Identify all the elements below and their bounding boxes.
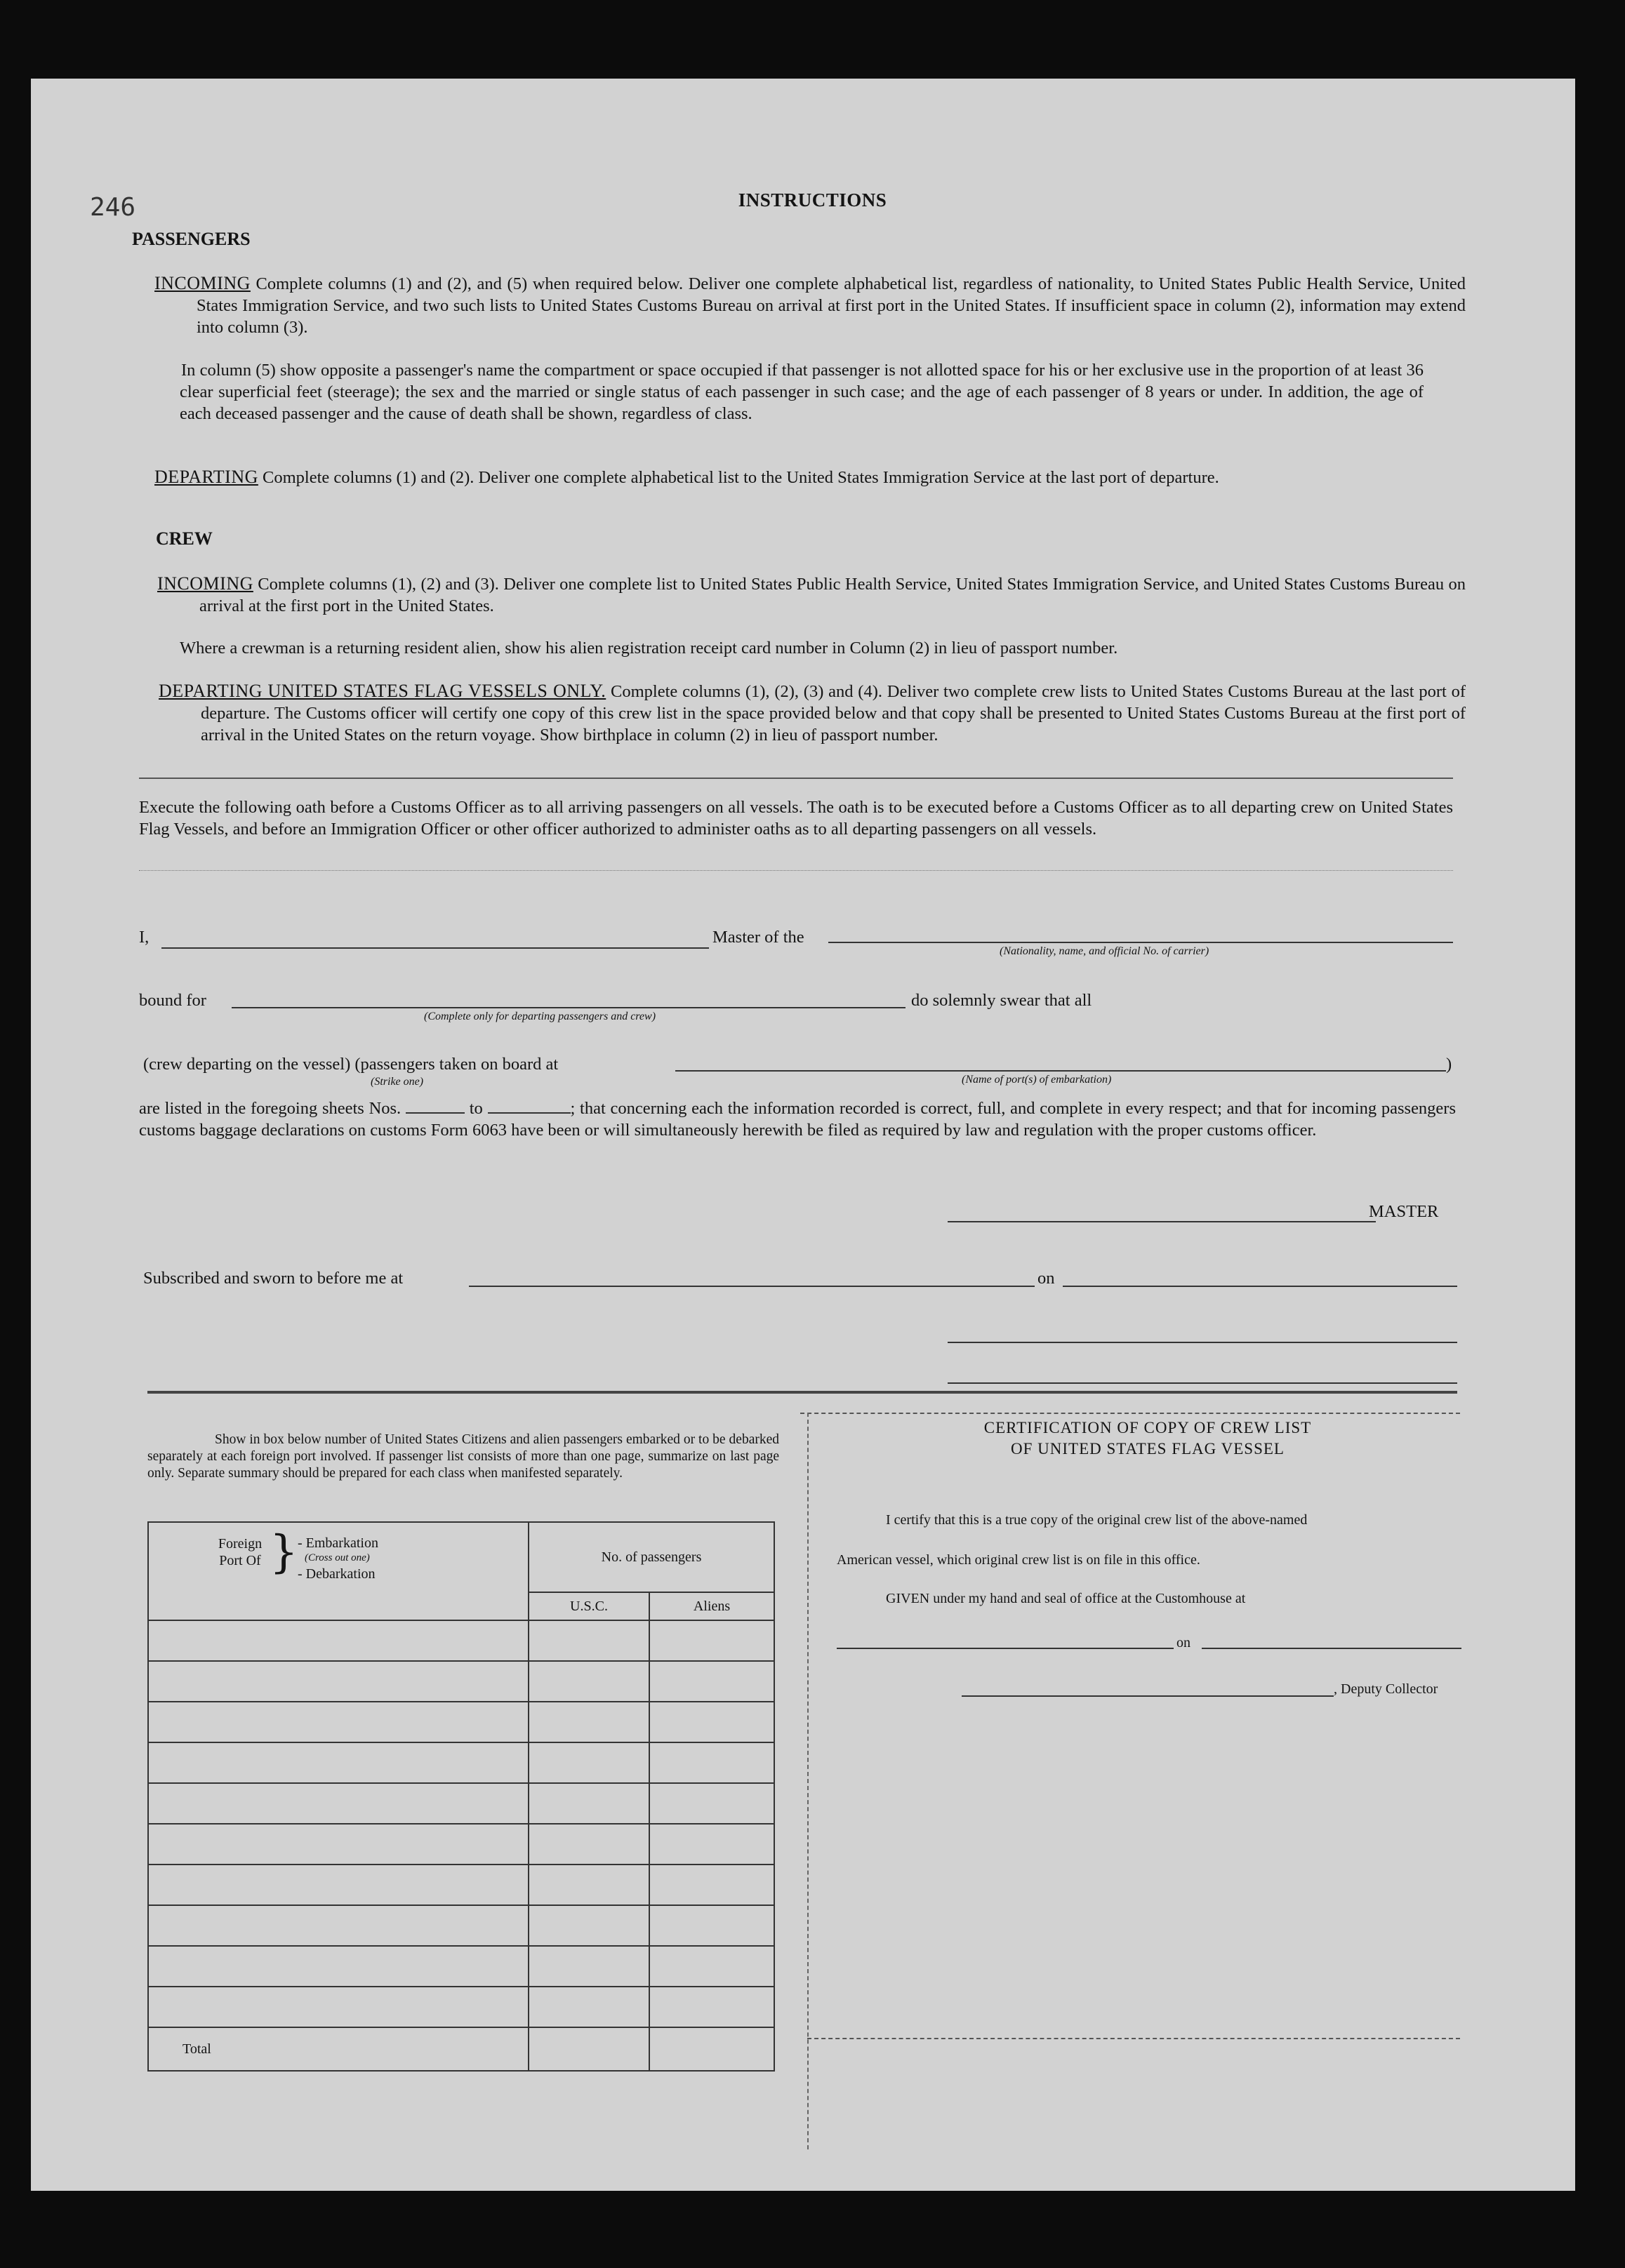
usc-cell[interactable] — [529, 1865, 649, 1905]
usc-cell[interactable] — [529, 1702, 649, 1742]
crew-heading: CREW — [156, 528, 213, 549]
crew-flag-vessels-paragraph — [159, 680, 1466, 746]
usc-cell[interactable] — [529, 1783, 649, 1824]
master-of-the-label: Master of the — [712, 928, 804, 947]
carrier-field[interactable] — [828, 942, 1453, 943]
passenger-summary-table — [147, 1521, 775, 2072]
passengers-departing-lead: DEPARTING — [154, 467, 258, 487]
instructions-title: INSTRUCTIONS — [738, 189, 887, 211]
port-cell[interactable] — [148, 1702, 529, 1742]
sheet-from-field[interactable] — [406, 1112, 465, 1114]
aliens-header: Aliens — [649, 1592, 774, 1620]
sworn-on-label: on — [1037, 1269, 1055, 1288]
crew-flag-vessels-lead: DEPARTING UNITED STATES FLAG VESSELS ONLY. — [159, 681, 606, 701]
master-name-field[interactable] — [161, 947, 709, 949]
officer-signature-field-1[interactable] — [948, 1342, 1457, 1343]
listed-sheets-paragraph — [139, 1098, 1456, 1141]
usc-cell[interactable] — [529, 1824, 649, 1865]
passengers-heading: PASSENGERS — [132, 229, 251, 249]
oath-bottom-divider — [147, 1391, 1457, 1394]
port-cell[interactable] — [148, 1661, 529, 1702]
port-cell[interactable] — [148, 1783, 529, 1824]
sheet-to-field[interactable] — [488, 1112, 571, 1114]
close-paren: ) — [1446, 1055, 1452, 1074]
cross-out-caption: (Cross out one) — [305, 1552, 370, 1563]
certify-line-3: GIVEN under my hand and seal of office at the Customhouse at — [886, 1591, 1246, 1606]
sworn-place-field[interactable] — [469, 1286, 1035, 1287]
crew-departing-text: (crew departing on the vessel) (passengers taken on board at — [143, 1055, 559, 1074]
total-usc-cell[interactable] — [529, 2027, 649, 2071]
aliens-cell[interactable] — [649, 1620, 774, 1661]
carrier-caption: (Nationality, name, and official No. of carrier) — [1000, 945, 1209, 957]
sworn-date-field[interactable] — [1063, 1286, 1457, 1287]
passengers-departing-paragraph — [154, 466, 1466, 488]
brace-icon: } — [270, 1526, 298, 1578]
foreign-port-of-label: Foreign Port Of — [218, 1536, 263, 1568]
passengers-departing-text: Complete columns (1) and (2). Deliver one complete alphabetical list to the United States Immigration Service at the last port of departure. — [263, 468, 1219, 487]
total-aliens-cell[interactable] — [649, 2027, 774, 2071]
oath-intro-divider — [139, 870, 1453, 871]
master-signature-field[interactable] — [948, 1221, 1376, 1222]
certify-date-field[interactable] — [1202, 1648, 1461, 1649]
summary-instructions: Show in box below number of United States Citizens and alien passengers embarked or to be debarked separately at each foreign port involved. If passenger list consists of more than one page, summarize on last page only. Separate summary should be prepared for each class when manifested separately. — [147, 1432, 779, 1481]
certification-bottom-dash — [807, 2038, 1460, 2039]
usc-cell[interactable] — [529, 1905, 649, 1946]
usc-cell[interactable] — [529, 1661, 649, 1702]
passengers-incoming-text: Complete columns (1) and (2), and (5) when required below. Deliver one complete alphabetical list, regardless of nationality, to United States Public Health Service, United States Immigration Service, and two such lists to United States Customs Bureau on arrival at first port in the United States. If insufficient space in column (2), information may extend into column (3). — [197, 274, 1466, 337]
no-passengers-header: No. of passengers — [529, 1522, 774, 1592]
listed-to-label: to — [469, 1099, 483, 1118]
embarkation-ports-field[interactable] — [675, 1070, 1446, 1072]
aliens-cell[interactable] — [649, 1946, 774, 1987]
master-label: MASTER — [1369, 1202, 1439, 1221]
crew-flag-vessels-text: Complete columns (1), (2), (3) and (4). Deliver two complete crew lists to United States Customs Bureau at the last port of departure. The Customs officer will certify one copy of this crew list in the space provided below and that copy shall be presented to United States Customs Bureau at the first port of arrival in the United States on the return voyage. Show birthplace in column (2) in lieu of passport number. — [201, 682, 1466, 745]
port-cell[interactable] — [148, 1987, 529, 2027]
usc-cell[interactable] — [529, 1620, 649, 1661]
port-cell[interactable] — [148, 1620, 529, 1661]
page-number: 246 — [90, 193, 136, 222]
aliens-cell[interactable] — [649, 1865, 774, 1905]
deputy-collector-signature-field[interactable] — [962, 1695, 1334, 1697]
usc-cell[interactable] — [529, 1946, 649, 1987]
port-header-cell — [148, 1522, 529, 1620]
aliens-cell[interactable] — [649, 1987, 774, 2027]
port-cell[interactable] — [148, 1824, 529, 1865]
certify-line-1: I certify that this is a true copy of the original crew list of the above-named — [886, 1512, 1308, 1528]
ports-caption: (Name of port(s) of embarkation) — [962, 1074, 1112, 1086]
swear-text: do solemnly swear that all — [911, 991, 1092, 1010]
listed-sheets-text-a: are listed in the foregoing sheets Nos. — [139, 1099, 402, 1118]
passengers-incoming-lead: INCOMING — [154, 273, 251, 293]
certification-heading-1: CERTIFICATION OF COPY OF CREW LIST — [983, 1419, 1312, 1436]
port-cell[interactable] — [148, 1905, 529, 1946]
section-divider — [139, 778, 1453, 779]
certify-line-2: American vessel, which original crew list is on file in this office. — [837, 1552, 1200, 1568]
passengers-column5-paragraph: In column (5) show opposite a passenger's name the compartment or space occupied if that passenger is not allotted space for his or her exclusive use in the proportion of at least 36 clear superficial feet (steerage); the sex and the married or single status of each passenger in such case; and the age of each passenger of 8 years or under. In addition, the age of each deceased passenger and the cause of death shall be shown, regardless of class. — [180, 361, 1424, 423]
crew-incoming-paragraph — [157, 573, 1466, 617]
aliens-cell[interactable] — [649, 1824, 774, 1865]
embarkation-label: - Embarkation — [298, 1535, 378, 1551]
aliens-cell[interactable] — [649, 1702, 774, 1742]
certify-on-label: on — [1176, 1635, 1190, 1650]
bound-for-caption: (Complete only for departing passengers and crew) — [424, 1010, 656, 1022]
usc-header: U.S.C. — [529, 1592, 649, 1620]
port-cell[interactable] — [148, 1946, 529, 1987]
usc-cell[interactable] — [529, 1742, 649, 1783]
certification-top-dash — [800, 1413, 1460, 1414]
aliens-cell[interactable] — [649, 1783, 774, 1824]
oath-intro: Execute the following oath before a Customs Officer as to all arriving passengers on all vessels. The oath is to be executed before a Customs Officer as to all departing crew on United States Flag Vessels, and before an Immigration Officer or other officer authorized to administer oaths as to all departing passengers on all vessels. — [139, 798, 1453, 839]
customhouse-field[interactable] — [837, 1648, 1174, 1649]
aliens-cell[interactable] — [649, 1742, 774, 1783]
crew-incoming-text: Complete columns (1), (2) and (3). Deliver one complete list to United States Public Health Service, United States Immigration Service, and United States Customs Bureau on arrival at the first port in the United States. — [199, 575, 1466, 615]
certification-heading-2: OF UNITED STATES FLAG VESSEL — [1011, 1440, 1285, 1457]
usc-cell[interactable] — [529, 1987, 649, 2027]
deputy-collector-label: , Deputy Collector — [1334, 1681, 1438, 1697]
port-cell[interactable] — [148, 1865, 529, 1905]
officer-signature-field-2[interactable] — [948, 1382, 1457, 1384]
aliens-cell[interactable] — [649, 1661, 774, 1702]
crew-incoming-lead: INCOMING — [157, 573, 253, 594]
bound-for-field[interactable] — [232, 1007, 906, 1008]
oath-i-label: I, — [139, 928, 150, 947]
port-cell[interactable] — [148, 1742, 529, 1783]
crew-returning-alien-paragraph: Where a crewman is a returning resident alien, show his alien registration receipt card number in Column (2) in lieu of passport number. — [180, 639, 1118, 658]
total-label: Total — [148, 2027, 529, 2071]
subscribed-label: Subscribed and sworn to before me at — [143, 1269, 404, 1288]
debarkation-label: - Debarkation — [298, 1566, 376, 1582]
passengers-incoming-paragraph — [154, 272, 1466, 338]
listed-sheets-text-b: ; that concerning each the information recorded is correct, full, and complete in every respect; and that for incoming passengers customs baggage declarations on customs Form 6063 have been or will simultaneously herewith be filed as required by law and regulation with the proper customs officer. — [139, 1099, 1457, 1140]
aliens-cell[interactable] — [649, 1905, 774, 1946]
strike-one-caption: (Strike one) — [371, 1076, 424, 1088]
bound-for-label: bound for — [139, 991, 206, 1010]
